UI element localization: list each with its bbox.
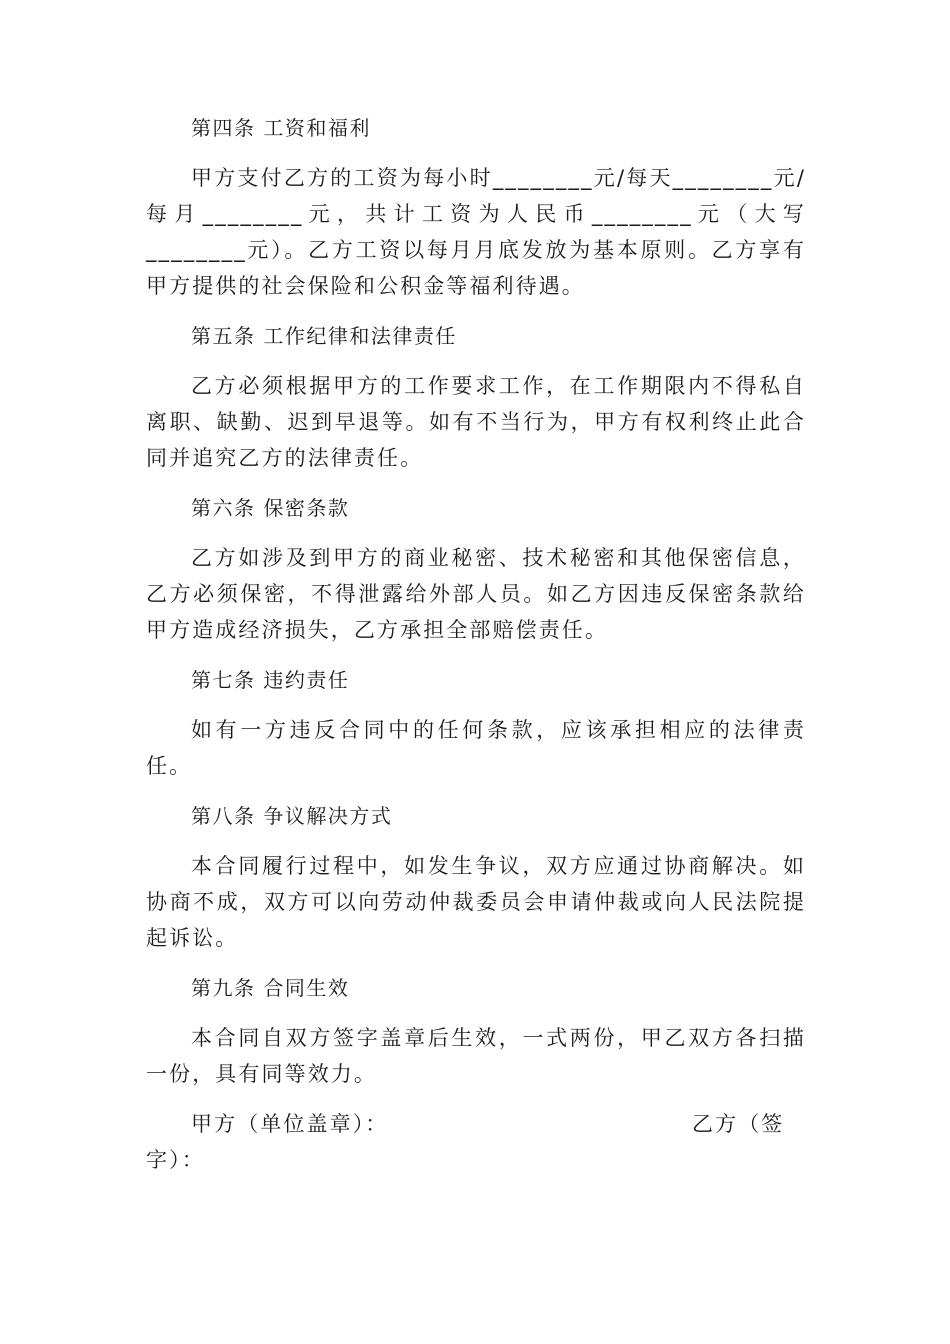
article-heading: 第九条 合同生效 bbox=[191, 976, 350, 1000]
article-body: 如有一方违反合同中的任何条款，应该承担相应的法律责任。 bbox=[146, 718, 806, 778]
article-6 bbox=[146, 490, 806, 648]
article-heading: 第六条 保密条款 bbox=[191, 496, 350, 520]
party-a-signature-label: 甲方（单位盖章）： bbox=[191, 1112, 389, 1136]
article-5 bbox=[146, 318, 806, 476]
article-body: 乙方必须根据甲方的工作要求工作，在工作期限内不得私自离职、缺勤、迟到早退等。如有不当行为，甲方有权利终止此合同并追究乙方的法律责任。 bbox=[146, 374, 806, 470]
article-8 bbox=[146, 798, 806, 956]
article-body: 甲方支付乙方的工资为每小时________元/每天________元/每月________元，共计工资为人民币________元（大写________元）。乙方工资以每月月底发放为基本原则。乙方享有甲方提供的社会保险和公积金等福利待遇。 bbox=[146, 166, 806, 298]
article-9 bbox=[146, 970, 806, 1092]
party-b-signature-label-tail: 字）： bbox=[146, 1148, 205, 1172]
article-7 bbox=[146, 662, 806, 784]
contract-content bbox=[146, 110, 806, 1178]
article-heading: 第八条 争议解决方式 bbox=[191, 804, 393, 828]
article-body: 乙方如涉及到甲方的商业秘密、技术秘密和其他保密信息，乙方必须保密，不得泄露给外部人员。如乙方因违反保密条款给甲方造成经济损失，乙方承担全部赔偿责任。 bbox=[146, 546, 806, 642]
article-body: 本合同自双方签字盖章后生效，一式两份，甲乙双方各扫描一份，具有同等效力。 bbox=[146, 1026, 806, 1086]
article-heading: 第七条 违约责任 bbox=[191, 668, 350, 692]
article-4 bbox=[146, 110, 806, 304]
signature-block bbox=[146, 1106, 806, 1178]
article-heading: 第五条 工作纪律和法律责任 bbox=[191, 324, 457, 348]
party-b-signature-label: 乙方（签 bbox=[692, 1112, 785, 1136]
article-heading: 第四条 工资和福利 bbox=[191, 116, 371, 140]
article-body: 本合同履行过程中，如发生争议，双方应通过协商解决。如协商不成，双方可以向劳动仲裁委员会申请仲裁或向人民法院提起诉讼。 bbox=[146, 854, 806, 950]
